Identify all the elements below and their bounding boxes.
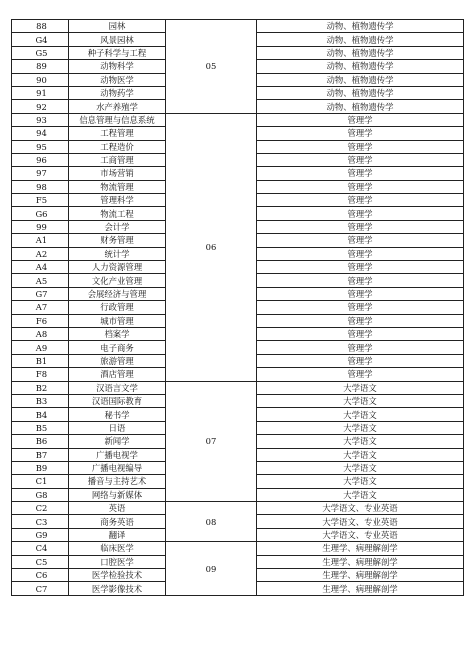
- major-name-cell: 新闻学: [69, 435, 166, 448]
- major-name-cell: 种子科学与工程: [69, 46, 166, 59]
- major-name-cell: 档案学: [69, 327, 166, 340]
- major-name-cell: 日语: [69, 421, 166, 434]
- major-code-cell: G6: [12, 207, 69, 220]
- major-code-cell: C5: [12, 555, 69, 568]
- exam-subject-cell: 大学语文: [257, 475, 464, 488]
- major-code-cell: B4: [12, 408, 69, 421]
- major-name-cell: 水产养殖学: [69, 100, 166, 113]
- major-code-cell: C3: [12, 515, 69, 528]
- major-name-cell: 城市管理: [69, 314, 166, 327]
- exam-subject-cell: 大学语文: [257, 381, 464, 394]
- major-name-cell: 动物医学: [69, 73, 166, 86]
- exam-subject-cell: 大学语文: [257, 421, 464, 434]
- major-name-cell: 动物科学: [69, 60, 166, 73]
- major-code-cell: A7: [12, 301, 69, 314]
- major-code-cell: 92: [12, 100, 69, 113]
- major-name-cell: 秘书学: [69, 408, 166, 421]
- exam-subject-cell: 动物、植物遗传学: [257, 33, 464, 46]
- exam-subject-cell: 大学语文: [257, 461, 464, 474]
- exam-subject-cell: 大学语文、专业英语: [257, 528, 464, 541]
- major-name-cell: 统计学: [69, 247, 166, 260]
- major-code-cell: C7: [12, 582, 69, 595]
- major-code-cell: B1: [12, 354, 69, 367]
- exam-subject-cell: 管理学: [257, 247, 464, 260]
- exam-subject-cell: 大学语文: [257, 448, 464, 461]
- major-name-cell: 财务管理: [69, 234, 166, 247]
- major-name-cell: 汉语言文学: [69, 381, 166, 394]
- exam-subject-cell: 管理学: [257, 354, 464, 367]
- major-name-cell: 行政管理: [69, 301, 166, 314]
- major-name-cell: 医学检验技术: [69, 569, 166, 582]
- major-name-cell: 商务英语: [69, 515, 166, 528]
- major-code-cell: C1: [12, 475, 69, 488]
- major-code-cell: 95: [12, 140, 69, 153]
- exam-subject-cell: 管理学: [257, 341, 464, 354]
- major-code-cell: G5: [12, 46, 69, 59]
- major-code-cell: A8: [12, 327, 69, 340]
- major-code-cell: A4: [12, 261, 69, 274]
- exam-group-cell: 07: [166, 381, 257, 502]
- exam-subject-cell: 生理学、病理解剖学: [257, 542, 464, 555]
- major-code-cell: B3: [12, 394, 69, 407]
- major-code-cell: 96: [12, 153, 69, 166]
- exam-subject-cell: 大学语文、专业英语: [257, 502, 464, 515]
- exam-subject-cell: 管理学: [257, 274, 464, 287]
- major-code-cell: G9: [12, 528, 69, 541]
- major-code-cell: 90: [12, 73, 69, 86]
- major-code-cell: F5: [12, 194, 69, 207]
- major-code-cell: B6: [12, 435, 69, 448]
- exam-subject-cell: 大学语文: [257, 488, 464, 501]
- major-name-cell: 管理科学: [69, 194, 166, 207]
- exam-subject-cell: 管理学: [257, 140, 464, 153]
- major-code-cell: A5: [12, 274, 69, 287]
- major-name-cell: 广播电视学: [69, 448, 166, 461]
- major-code-cell: A9: [12, 341, 69, 354]
- major-name-cell: 园林: [69, 20, 166, 33]
- major-name-cell: 文化产业管理: [69, 274, 166, 287]
- major-name-cell: 英语: [69, 502, 166, 515]
- major-code-cell: 94: [12, 127, 69, 140]
- exam-group-cell: 09: [166, 542, 257, 596]
- exam-subject-cell: 管理学: [257, 301, 464, 314]
- major-code-cell: G7: [12, 287, 69, 300]
- major-name-cell: 物流管理: [69, 180, 166, 193]
- exam-subject-cell: 管理学: [257, 194, 464, 207]
- exam-subject-cell: 管理学: [257, 153, 464, 166]
- major-name-cell: 口腔医学: [69, 555, 166, 568]
- major-code-cell: C6: [12, 569, 69, 582]
- exam-subject-cell: 管理学: [257, 327, 464, 340]
- exam-subject-cell: 管理学: [257, 127, 464, 140]
- major-name-cell: 工程造价: [69, 140, 166, 153]
- major-name-cell: 翻译: [69, 528, 166, 541]
- exam-subject-cell: 生理学、病理解剖学: [257, 569, 464, 582]
- major-name-cell: 酒店管理: [69, 368, 166, 381]
- major-name-cell: 旅游管理: [69, 354, 166, 367]
- exam-subject-cell: 大学语文、专业英语: [257, 515, 464, 528]
- major-name-cell: 电子商务: [69, 341, 166, 354]
- exam-subject-cell: 大学语文: [257, 435, 464, 448]
- major-code-cell: G8: [12, 488, 69, 501]
- major-subject-table: [11, 19, 464, 596]
- major-code-cell: A2: [12, 247, 69, 260]
- exam-subject-cell: 管理学: [257, 368, 464, 381]
- table-row: [12, 542, 464, 555]
- exam-subject-cell: 动物、植物遗传学: [257, 60, 464, 73]
- major-name-cell: 人力资源管理: [69, 261, 166, 274]
- exam-group-cell: 05: [166, 20, 257, 114]
- major-code-cell: 98: [12, 180, 69, 193]
- major-name-cell: 医学影像技术: [69, 582, 166, 595]
- major-code-cell: B9: [12, 461, 69, 474]
- major-code-cell: 91: [12, 86, 69, 99]
- major-name-cell: 临床医学: [69, 542, 166, 555]
- exam-subject-cell: 动物、植物遗传学: [257, 46, 464, 59]
- exam-group-cell: 08: [166, 502, 257, 542]
- exam-subject-cell: 大学语文: [257, 408, 464, 421]
- exam-subject-cell: 管理学: [257, 314, 464, 327]
- major-name-cell: 网络与新媒体: [69, 488, 166, 501]
- major-name-cell: 物流工程: [69, 207, 166, 220]
- major-code-cell: C4: [12, 542, 69, 555]
- major-code-cell: 88: [12, 20, 69, 33]
- table-body: [12, 20, 464, 596]
- major-name-cell: 广播电视编导: [69, 461, 166, 474]
- major-code-cell: G4: [12, 33, 69, 46]
- major-code-cell: B2: [12, 381, 69, 394]
- exam-subject-cell: 动物、植物遗传学: [257, 73, 464, 86]
- major-name-cell: 工商管理: [69, 153, 166, 166]
- major-code-cell: F6: [12, 314, 69, 327]
- major-name-cell: 播音与主持艺术: [69, 475, 166, 488]
- exam-subject-cell: 生理学、病理解剖学: [257, 582, 464, 595]
- exam-subject-cell: 动物、植物遗传学: [257, 100, 464, 113]
- major-name-cell: 工程管理: [69, 127, 166, 140]
- exam-group-cell: 06: [166, 113, 257, 381]
- exam-subject-cell: 管理学: [257, 180, 464, 193]
- major-code-cell: 89: [12, 60, 69, 73]
- exam-subject-cell: 管理学: [257, 287, 464, 300]
- exam-subject-cell: 动物、植物遗传学: [257, 20, 464, 33]
- major-code-cell: 93: [12, 113, 69, 126]
- major-name-cell: 信息管理与信息系统: [69, 113, 166, 126]
- exam-subject-cell: 管理学: [257, 207, 464, 220]
- major-name-cell: 市场营销: [69, 167, 166, 180]
- table-row: [12, 502, 464, 515]
- exam-subject-cell: 生理学、病理解剖学: [257, 555, 464, 568]
- major-code-cell: B7: [12, 448, 69, 461]
- major-code-cell: B5: [12, 421, 69, 434]
- major-name-cell: 动物药学: [69, 86, 166, 99]
- major-code-cell: 99: [12, 220, 69, 233]
- exam-subject-cell: 管理学: [257, 261, 464, 274]
- exam-subject-cell: 管理学: [257, 234, 464, 247]
- exam-subject-cell: 管理学: [257, 220, 464, 233]
- major-name-cell: 风景园林: [69, 33, 166, 46]
- exam-subject-cell: 动物、植物遗传学: [257, 86, 464, 99]
- major-code-cell: A1: [12, 234, 69, 247]
- exam-subject-cell: 管理学: [257, 167, 464, 180]
- table-row: [12, 381, 464, 394]
- major-code-cell: C2: [12, 502, 69, 515]
- table-row: [12, 113, 464, 126]
- major-name-cell: 会计学: [69, 220, 166, 233]
- exam-subject-cell: 大学语文: [257, 394, 464, 407]
- major-name-cell: 汉语国际教育: [69, 394, 166, 407]
- major-code-cell: 97: [12, 167, 69, 180]
- major-code-cell: F8: [12, 368, 69, 381]
- table-row: [12, 20, 464, 33]
- major-name-cell: 会展经济与管理: [69, 287, 166, 300]
- exam-subject-cell: 管理学: [257, 113, 464, 126]
